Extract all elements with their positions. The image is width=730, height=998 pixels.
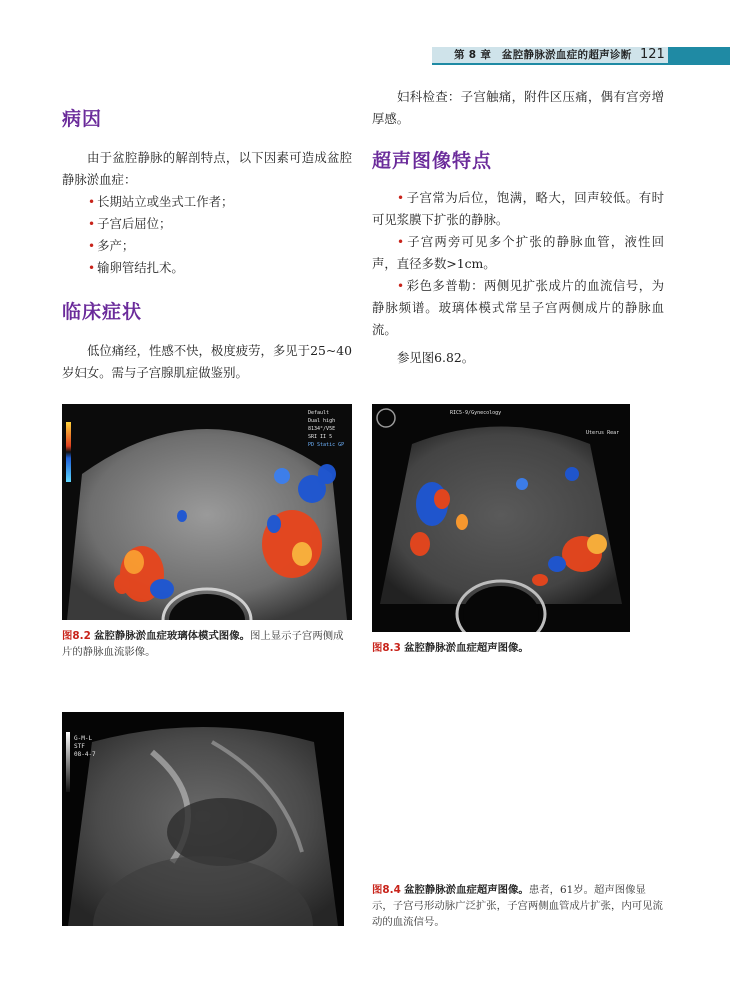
figure-8-2-image: [62, 404, 352, 620]
svg-text:08-4-7: 08-4-7: [74, 751, 96, 758]
exam-text: 妇科检查：子宫触痛，附件区压痛，偶有宫旁增厚感。: [372, 89, 664, 126]
bullet-icon: •: [397, 235, 405, 249]
left-column: [62, 90, 352, 384]
figure-8-2-caption: [62, 628, 352, 660]
figure-text: 图上显示子宫两侧成片的静脉血流影像。: [62, 630, 344, 658]
us-item-2: • 子宫两旁可见多个扩张的静脉血管，液性回声，直径多数>1cm。: [372, 234, 664, 271]
figure-number: 图8.4: [372, 884, 401, 896]
list-item: • 多产；: [88, 238, 135, 253]
bullet-icon: •: [88, 261, 96, 275]
bullet-icon: •: [88, 239, 96, 253]
svg-text:SRI II 5: SRI II 5: [308, 434, 333, 440]
list-item: • 子宫后屈位；: [88, 216, 172, 231]
page-number: 121: [640, 47, 665, 62]
svg-text:Uterus Rear: Uterus Rear: [586, 430, 620, 436]
list-item: • 长期站立或坐式工作者；: [88, 194, 234, 209]
figure-8-3-image: [372, 404, 630, 632]
figure-8-4-caption: [372, 882, 664, 930]
ultrasound-heading: 超声图像特点: [372, 150, 493, 172]
us-item-1: • 子宫常为后位，饱满，略大，回声较低。有时可见浆膜下扩张的静脉。: [372, 190, 664, 227]
clinical-text: 低位痛经，性感不快，极度疲劳，多见于25~40岁妇女。需与子宫腺肌症做鉴别。: [62, 343, 352, 380]
figure-number: 图8.2: [62, 630, 91, 642]
right-column: [372, 86, 664, 369]
figure-8-3-caption: [372, 640, 662, 656]
svg-text:Dual high: Dual high: [308, 418, 336, 424]
svg-text:8134°/V5E: 8134°/V5E: [308, 426, 336, 432]
bullet-icon: •: [397, 279, 405, 293]
svg-text:STF: STF: [74, 743, 85, 750]
figure-title: 盆腔静脉淤血症超声图像。: [404, 884, 529, 896]
figure-number: 图8.3: [372, 642, 401, 654]
svg-text:PD Static GP: PD Static GP: [308, 442, 345, 448]
overlay-text: Default: [308, 410, 330, 416]
header-tab: [668, 47, 730, 63]
clinical-heading: 临床症状: [62, 301, 143, 323]
chapter-title: 第 8 章 盆腔静脉淤血症的超声诊断: [454, 49, 632, 61]
us-item-3: • 彩色多普勒：两侧见扩张成片的血流信号，为静脉频谱。玻璃体模式常呈子宫两侧成片的静脉血流。: [372, 278, 664, 337]
figure-8-4-image: [62, 712, 344, 926]
overlay-text: RIC5-9/Gynecology: [450, 410, 502, 416]
see-also: 参见图6.82。: [397, 350, 475, 365]
figure-title: 盆腔静脉淤血症玻璃体模式图像。: [94, 630, 250, 642]
cause-heading: 病因: [62, 108, 103, 130]
figure-title: 盆腔静脉淤血症超声图像。: [404, 642, 529, 654]
bullet-icon: •: [397, 191, 405, 205]
bullet-icon: •: [88, 195, 96, 209]
cause-intro: 由于盆腔静脉的解剖特点，以下因素可造成盆腔静脉淤血症：: [62, 150, 352, 187]
header-rule: [432, 63, 730, 65]
list-item: • 输卵管结扎术。: [88, 260, 184, 275]
figure-text: 患者，61岁。超声图像显示，子宫弓形动脉广泛扩张，子宫两侧血管成片扩张，内可见流动的血流信号。: [372, 884, 663, 928]
overlay-text: G-M-L: [74, 735, 93, 742]
bullet-icon: •: [88, 217, 96, 231]
cause-list: [62, 191, 352, 279]
